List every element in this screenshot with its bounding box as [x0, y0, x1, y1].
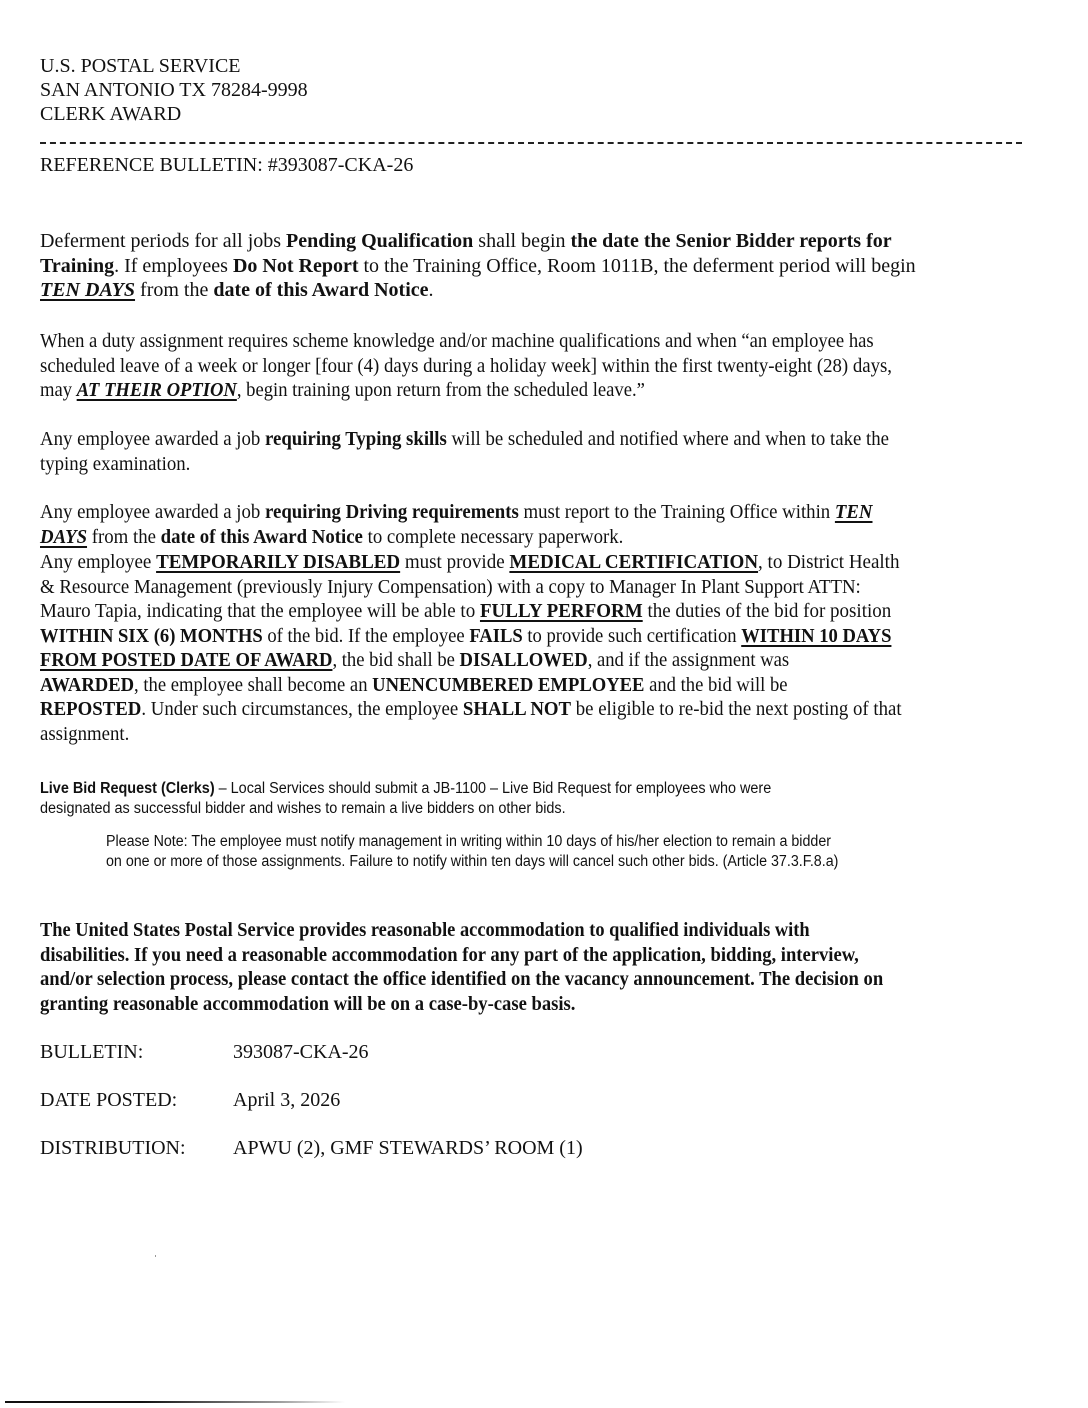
- footer-rule: [5, 1401, 345, 1403]
- org-name: U.S. POSTAL SERVICE: [40, 55, 241, 77]
- live-bid-heading: Live Bid Request (Clerks): [40, 780, 215, 797]
- document-page: U.S. POSTAL SERVICE SAN ANTONIO TX 78284-9998 CLERK AWARD REFERENCE BULLETIN: #393087-CKA-26 Deferment periods for all jobs Pending Qualification shall begin the date the Senior Bidder reports for Training. If employees Do Not Report to the Training Office, Room 1011B, the deferment period will begin TEN DAYS from the date of this Award Notice. When a duty assignment requires scheme knowledge and/or machine qualifications and when “an employee has scheduled leave of a week or longer [four (4) days during a holiday week] within the first twenty-eight (28) days, may AT THEIR OPTION, begin training upon return from the scheduled leave.” Any employee awarded a job requiring Typing skills will be scheduled and notified where and when to take the typing examination. Any employee awarded a job requiring Driving requirements must report to the Training Office within TEN DAYS from the date of this Award Notice to complete necessary paperwork. Any employee TEMPORARILY DISABLED must provide MEDICAL CERTIFICATION, to District Health & Resource Management (previously Injury Compensation) with a copy to Manager In Plant Support ATTN: Mauro Tapia, indicating that the employee will be able to FULLY PERFORM the duties of the bid for position WITHIN SIX (6) MONTHS of the bid. If the employee FAILS to provide such certification WITHIN 10 DAYS FROM POSTED DATE OF AWARD, the bid shall be DISALLOWED, and if the assignment was AWARDED, the employee shall become an UNENCUMBERED EMPLOYEE and the bid will be REPOSTED. Under such circumstances, the employee SHALL NOT be eligible to re-bid the next posting of that assignment. Live Bid Request (Clerks) – Local Services should submit a JB-1100 – Live Bid Request for employees who were designated as successful bidder and wishes to remain a live bidders on other bids. Please Note: The employee must notify management in writing within 10 days of his/her election to remain a bidder on one or more of those assignments. Failure to notify within ten days will cancel such other bids. (Article 37.3.F.8.a) The United States Postal Service provides reasonable accommodation to qualified individuals with disabilities. If you need a reasonable accommodation for any part of the application, bidding, interview, and/or selection process, please contact the office identified on the vacancy announcement. The decision on granting reasonable accommodation will be on a case-by-case basis. BULLETIN: 393087-CKA-26 DATE POSTED: April 3, 2026 DISTRIBUTION: APWU (2), GMF STEWARDS’ ROOM (1): [0, 0, 1088, 1408]
- document-type: CLERK AWARD: [40, 103, 182, 125]
- scan-speck: [155, 1255, 156, 1257]
- emphasis-at-their-option: AT THEIR OPTION: [76, 379, 237, 401]
- date-posted-value: April 3, 2026: [233, 1089, 341, 1111]
- emphasis-do-not-report: Do Not Report: [232, 254, 359, 277]
- date-posted-label: DATE POSTED:: [40, 1089, 178, 1111]
- emphasis-driving-requirements: requiring Driving requirements: [264, 501, 519, 523]
- emphasis-pending-qualification: Pending Qualification: [286, 230, 474, 252]
- distribution-label: DISTRIBUTION:: [40, 1137, 186, 1159]
- bulletin-label: BULLETIN:: [40, 1041, 144, 1063]
- distribution-value: APWU (2), GMF STEWARDS’ ROOM (1): [233, 1137, 583, 1159]
- bulletin-value: 393087-CKA-26: [233, 1041, 369, 1063]
- dashed-divider: [40, 142, 1022, 144]
- emphasis-typing-skills: requiring Typing skills: [264, 428, 447, 450]
- reference-label: REFERENCE BULLETIN:: [40, 154, 263, 176]
- emphasis-temporarily-disabled: TEMPORARILY DISABLED: [156, 551, 401, 573]
- emphasis-fully-perform: FULLY PERFORM: [479, 600, 643, 622]
- reference-value: #393087-CKA-26: [267, 154, 414, 176]
- emphasis-medical-certification: MEDICAL CERTIFICATION: [509, 551, 759, 573]
- emphasis-ten-days: TEN DAYS: [40, 279, 136, 301]
- org-address: SAN ANTONIO TX 78284-9998: [40, 79, 308, 101]
- reference-bulletin: [40, 153, 413, 177]
